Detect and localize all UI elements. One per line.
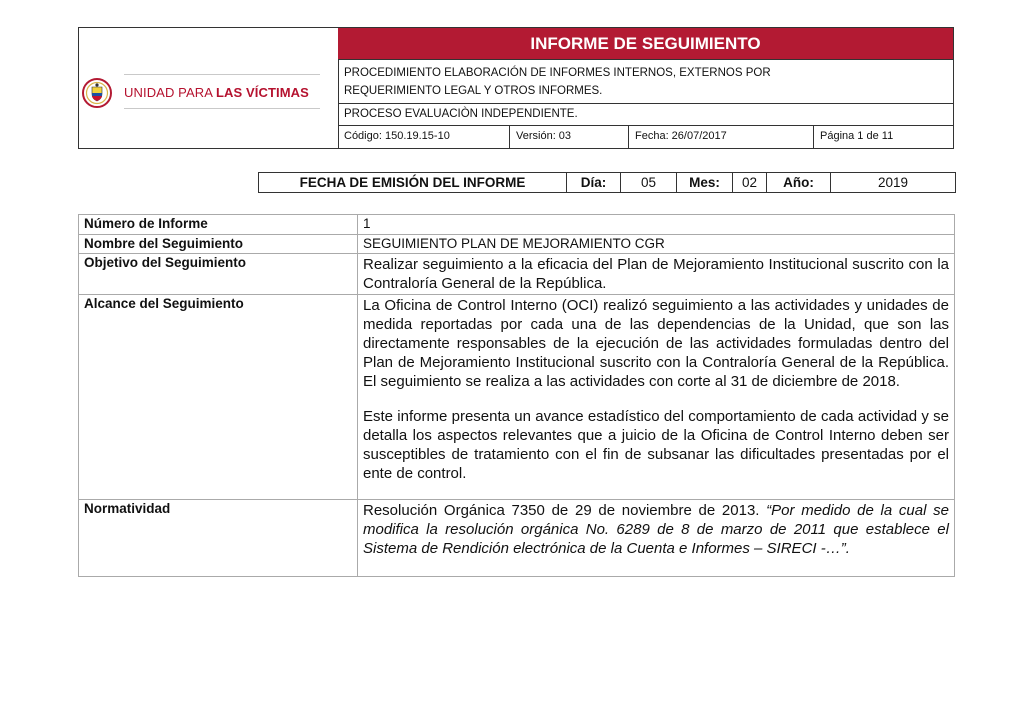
process-name: PROCESO EVALUACIÒN INDEPENDIENTE. bbox=[338, 104, 953, 126]
month-value: 02 bbox=[733, 173, 767, 192]
document-code: Código: 150.19.15-10 bbox=[338, 126, 510, 148]
logo bbox=[82, 78, 332, 112]
document-title: INFORME DE SEGUIMIENTO bbox=[338, 28, 953, 60]
norm-label: Normatividad bbox=[79, 500, 358, 577]
report-number-label: Número de Informe bbox=[79, 215, 358, 235]
name-value: SEGUIMIENTO PLAN DE MEJORAMIENTO CGR bbox=[358, 234, 955, 254]
document-date: Fecha: 26/07/2017 bbox=[629, 126, 814, 148]
day-value: 05 bbox=[621, 173, 677, 192]
page-number: Página 1 de 11 bbox=[820, 130, 894, 142]
scope-value bbox=[358, 295, 955, 500]
scope-paragraph-1: La Oficina de Control Interno (OCI) realizó seguimiento a las actividades y unidades de medida reportadas por cada una de las dependencias de la Unidad, que son las directamente responsables de la ejecución de las actividades formuladas dentro del Plan de Mejoramiento Institucional suscrito con la Contraloría General de la República. El seguimiento se realiza a las actividades con corte al 31 de diciembre de 2018. bbox=[363, 297, 949, 390]
coat-of-arms-icon bbox=[82, 78, 112, 108]
table-row bbox=[79, 215, 955, 235]
logo-divider bbox=[124, 74, 320, 75]
emission-label: FECHA DE EMISIÓN DEL INFORME bbox=[259, 173, 567, 192]
report-number-value: 1 bbox=[358, 215, 955, 235]
table-row bbox=[79, 234, 955, 254]
name-label: Nombre del Seguimiento bbox=[79, 234, 358, 254]
procedure-line-1: PROCEDIMIENTO ELABORACIÓN DE INFORMES INTERNOS, EXTERNOS POR bbox=[344, 67, 771, 79]
table-row bbox=[79, 295, 955, 500]
logo-divider bbox=[124, 108, 320, 109]
document-version: Versión: 03 bbox=[510, 126, 629, 148]
scope-paragraph-2: Este informe presenta un avance estadístico del comportamiento de cada actividad y se detalla los aspectos relevantes que a juicio de la Oficina de Control Interno deben ser susceptibles de tratamiento con el fin de subsanar las dificultades presentadas por el ente de control. bbox=[363, 408, 949, 482]
norm-text: Resolución Orgánica 7350 de 29 de noviembre de 2013. bbox=[363, 502, 767, 519]
procedure-line-2: REQUERIMIENTO LEGAL Y OTROS INFORMES. bbox=[344, 85, 603, 97]
document-header bbox=[78, 27, 954, 149]
procedure-name bbox=[338, 60, 953, 104]
objective-value: Realizar seguimiento a la eficacia del Plan de Mejoramiento Institucional suscrito con la Contraloría General de la República. bbox=[358, 254, 955, 295]
month-label: Mes: bbox=[677, 173, 733, 192]
logo-wordmark: UNIDAD PARA LAS VÍCTIMAS bbox=[124, 85, 309, 100]
table-row bbox=[79, 500, 955, 577]
objective-label: Objetivo del Seguimiento bbox=[79, 254, 358, 295]
day-label: Día: bbox=[567, 173, 621, 192]
emission-date-row bbox=[258, 172, 956, 193]
year-value: 2019 bbox=[877, 175, 909, 190]
scope-label: Alcance del Seguimiento bbox=[79, 295, 358, 500]
year-label: Año: bbox=[767, 173, 831, 192]
logo-cell bbox=[79, 28, 339, 148]
document-meta bbox=[338, 126, 953, 148]
header-info bbox=[338, 28, 953, 148]
report-details-table bbox=[78, 214, 955, 577]
norm-quote: “Por medido de la cual se modifica la resolución orgánica No. 6289 de 8 de marzo de 2011 que establece el Sistema de Rendición electrónica de la Cuenta e Informes – SIRECI -…”. bbox=[363, 502, 949, 557]
table-row bbox=[79, 254, 955, 295]
norm-value bbox=[358, 500, 955, 577]
